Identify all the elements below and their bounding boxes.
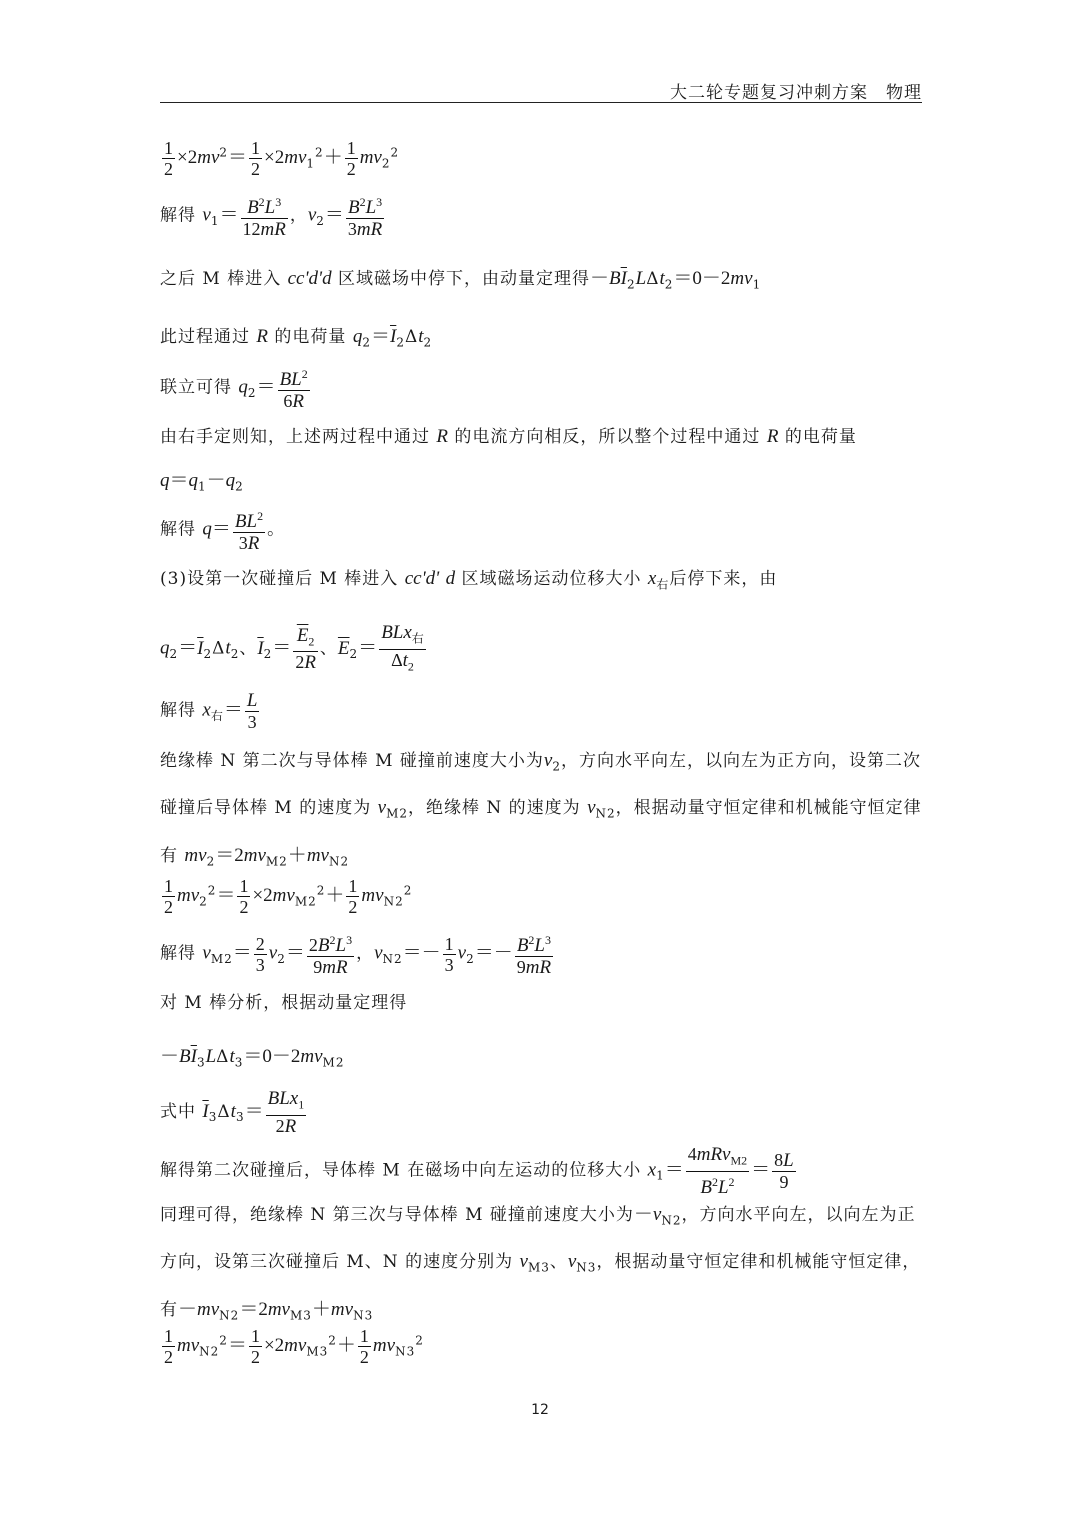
text-charge-r2: 的电荷量 bbox=[274, 327, 347, 347]
label-solve: 解得 bbox=[160, 205, 196, 226]
text-sc2: ，方向水平向左，以向左为正方向，设第二次碰撞后导体棒 M 的速度为 bbox=[160, 751, 921, 819]
text-rh1: 由右手定则知，上述两过程中通过 bbox=[160, 427, 430, 447]
text-sc1: 绝缘棒 N 第二次与导体棒 M 碰撞前速度大小为 bbox=[160, 751, 544, 771]
equation-q-result: 解得 q＝ $\frac{BL^2}{3R}$ 。 bbox=[160, 506, 285, 554]
text-tc1: 同理可得，绝缘棒 N 第三次与导体棒 M 碰撞前速度大小为 bbox=[160, 1205, 634, 1225]
text-part3-a: (3)设第一次碰撞后 M 棒进入 bbox=[160, 569, 399, 589]
equation-q2-result: 联立可得 $q_2=$ $\frac{BL^2}{6R}$ bbox=[160, 364, 312, 412]
text-part3-c: 后停下来，由 bbox=[669, 569, 778, 589]
header-title: 大二轮专题复习冲刺方案 物理 bbox=[670, 83, 922, 103]
text-sc3: ，绝缘棒 N 的速度为 bbox=[407, 798, 581, 819]
text-charge-q2: 此过程通过 R 的电荷量 $q_2=\overline{I}_2\Delta t_2$ bbox=[160, 326, 433, 350]
label-solve: 解得 bbox=[160, 700, 196, 721]
page-number: 12 bbox=[531, 1402, 549, 1418]
equation-q2-i2-e2: $q_2=\overline{I}_2\Delta t_2$、$\overline{I}_2=$ $\frac{\overline{E}_2}{2R}$ 、$\overline{E}_2=$ $\frac{BLx_右}{\Delta t_2}$ bbox=[160, 622, 424, 674]
text-rh2: 的电流方向相反，所以整个过程中通过 bbox=[454, 427, 761, 447]
text-charge-r: 此过程通过 bbox=[160, 327, 250, 347]
text-sc4: ，根据动量守恒定律和机械能守恒定律有 bbox=[160, 798, 922, 866]
equation-x1: 解得第二次碰撞后，导体棒 M 在磁场中向左运动的位移大小 $x_1=$ $\frac{4mRv_{M2}}{B^2L^2}$ ＝ $\frac{8L}{9}$ bbox=[160, 1144, 794, 1198]
text-after-m: 之后 M 棒进入 bbox=[160, 269, 282, 289]
text-analysis-m-label: 对 M 棒分析，根据动量定理得 bbox=[160, 993, 408, 1013]
label-solve: 解得 bbox=[160, 519, 196, 540]
text-tc3: ，根据动量守恒定律和机械能守恒定律，有 bbox=[160, 1252, 921, 1320]
text-third-collision: 同理可得，绝缘棒 N 第三次与导体棒 M 碰撞前速度大小为$-v_{N2}$，方向水平向左，以向左为正方向，设第三次碰撞后 M、N 的速度分别为 $v_{M3}$、$v_{N3}$，根据动量守恒定律和机械能守恒定律，有$-mv_{N2}=2mv_{M3}+mv_{N3}$ bbox=[160, 1204, 921, 1323]
label-solve: 解得 bbox=[160, 943, 196, 964]
equation-x-right: 解得 $x_右=$ $\frac{L}{3}$ bbox=[160, 690, 258, 732]
equation-energy-2: $\frac{1}{2}$ $mv_2^2=$ $\frac{1}{2}$ $\times 2mv_{M2}^2+$ $\frac{1}{2}$ $mv_{N2}^2$ bbox=[164, 876, 413, 917]
text-rh3: 的电荷量 bbox=[784, 427, 857, 447]
equation-energy-1: $\frac{1}{2}$ $\times 2mv^2=$ $\frac{1}{2}$ $\times 2mv_1^2+$ $\frac{1}{2}$ $mv_2^2$ bbox=[164, 138, 400, 179]
text-part3: (3)设第一次碰撞后 M 棒进入 cc'd' d 区域磁场运动位移大小 $x_右$后停下来，由 bbox=[160, 568, 778, 592]
label-where: 式中 bbox=[160, 1101, 196, 1122]
equation-solve-v1-v2: 解得 $v_1=$ $\frac{B^2L^3}{12mR}$ ，$v_2=$ $\frac{B^2L^3}{3mR}$ bbox=[160, 192, 386, 240]
equation-vm2-vn2: 解得 $v_{M2}=$ $\frac{2}{3}$ $v_2=$ $\frac{2B^2L^3}{9mR}$ ，$v_{N2}=-$ $\frac{1}{3}$ $v_2=-$ $\frac{B^2L^3}{9mR}$ bbox=[160, 930, 555, 978]
label-combine: 联立可得 bbox=[160, 377, 232, 398]
equation-momentum-3: $-B\overline{I}_3L\Delta t_3=0-2mv_{M2}$ bbox=[160, 1046, 345, 1070]
text-region-stop: 区域磁场中停下，由动量定理得 bbox=[338, 269, 591, 289]
text-momentum-theorem: 之后 M 棒进入 cc'd'd 区域磁场中停下，由动量定理得$-B\overline{I}_2L\Delta t_2=0-2mv_1$ bbox=[160, 268, 762, 292]
text-solve2: 解得第二次碰撞后，导体棒 M 在磁场中向左运动的位移大小 bbox=[160, 1160, 642, 1181]
equation-q-diff: $q=q_1-q_2$ bbox=[160, 470, 244, 494]
text-second-collision: 绝缘棒 N 第二次与导体棒 M 碰撞前速度大小为$v_2$，方向水平向左，以向左为正方向，设第二次碰撞后导体棒 M 的速度为 $v_{M2}$，绝缘棒 N 的速度为 $v_{N2}$，根据动量守恒定律和机械能守恒定律有 $mv_2=2mv_{M2}+mv_{N2}$ bbox=[160, 750, 922, 869]
text-tc2: ，方向水平向左，以向左为正方向，设第三次碰撞后 M、N 的速度分别为 bbox=[160, 1205, 916, 1273]
text-part3-b: 区域磁场运动位移大小 bbox=[461, 569, 642, 589]
page-header bbox=[160, 78, 922, 103]
text-analysis-m bbox=[160, 992, 407, 1014]
equation-energy-3: $\frac{1}{2}$ $mv_{N2}^2=$ $\frac{1}{2}$ $\times 2mv_{M3}^2+$ $\frac{1}{2}$ $mv_{N3}^2$ bbox=[164, 1326, 424, 1367]
equation-where: 式中 $\overline{I}_3\Delta t_3=$ $\frac{BLx_1}{2R}$ bbox=[160, 1088, 305, 1137]
text-right-hand-rule: 由右手定则知，上述两过程中通过 R 的电流方向相反，所以整个过程中通过 R 的电荷量 bbox=[160, 426, 857, 447]
